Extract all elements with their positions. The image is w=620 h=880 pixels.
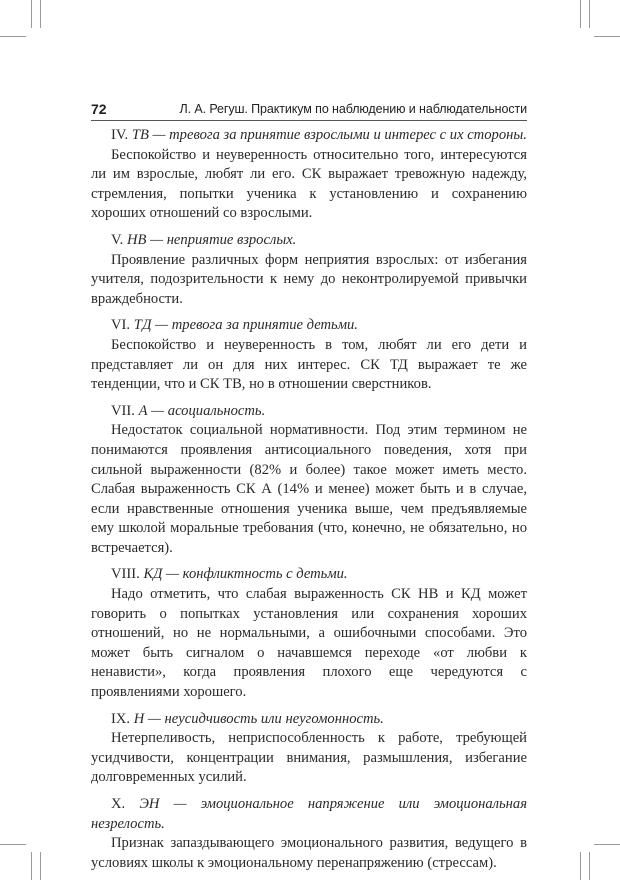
section-numeral: V. xyxy=(111,231,124,248)
section-heading xyxy=(91,565,527,585)
section-body: Надо отметить, что слабая выраженность СК НВ и КД может говорить о попытках установления или сохранения хороших отношений, но не нормальными, а ошибочными способами. Это может быть сигналом о начавшемся переходе «от любви к ненависти», когда проявления плохого еще чередуются с проявлениями хорошего. xyxy=(91,586,527,701)
crop-mark xyxy=(40,852,41,880)
section-numeral: IX. xyxy=(111,710,131,727)
crop-mark xyxy=(589,852,590,880)
section-numeral: IV. xyxy=(111,127,129,143)
crop-mark xyxy=(589,0,590,28)
crop-mark xyxy=(594,844,620,845)
section-nv xyxy=(91,231,527,309)
section-numeral: X. xyxy=(111,796,126,812)
section-title: ЭН — эмоциональное напряжение или эмоциональная незрелость. xyxy=(91,796,527,832)
crop-mark xyxy=(594,36,620,37)
crop-mark xyxy=(40,0,41,28)
crop-mark xyxy=(580,0,581,28)
section-title: Н — неусидчивость или неугомонность. xyxy=(133,710,384,727)
section-numeral: VIII. xyxy=(111,566,140,583)
section-tv xyxy=(91,126,527,224)
crop-mark xyxy=(0,844,26,845)
section-heading xyxy=(91,316,527,336)
section-body: Недостаток социальной нормативности. Под этим термином не понимаются проявления антисоциального поведения, хотя при сильной выраженности (82% и более) такое может иметь место. Слабая выраженность СК А (14% и менее) может быть и в случае, если нравственные отношения ученика выше, чем предъявляемые ему школой моральные требования (что, конечно, не обязательно, но встречается). xyxy=(91,422,527,556)
section-heading xyxy=(91,126,527,146)
section-title: КД — конфликтность с детьми. xyxy=(143,566,348,583)
section-numeral: VII. xyxy=(111,402,135,419)
crop-mark xyxy=(31,852,32,880)
running-header xyxy=(91,100,527,121)
section-body: Нетерпеливость, неприспособленность к работе, требующей усидчивости, концентрации внимания, размышления, избегание долговременных усилий. xyxy=(91,730,527,786)
section-td xyxy=(91,316,527,394)
section-title: ТД — тревога за принятие детьми. xyxy=(133,317,358,334)
section-en xyxy=(91,795,527,873)
section-title: ТВ — тревога за принятие взрослыми и интерес с их стороны. xyxy=(131,127,527,143)
section-title: НВ — неприятие взрослых. xyxy=(126,231,297,248)
section-n xyxy=(91,710,527,788)
section-body: Проявление различных форм неприятия взрослых: от избегания учителя, подозрительности к нему до неконтролируемой привычки враждебности. xyxy=(91,251,527,307)
page-number: 72 xyxy=(91,101,107,117)
section-heading xyxy=(91,231,527,251)
section-numeral: VI. xyxy=(111,317,131,334)
page-content xyxy=(91,126,527,880)
crop-mark xyxy=(0,36,26,37)
section-body: Беспокойство и неуверенность в том, любят ли его дети и представляет ли он для них интерес. СК ТД выражает те же тенденции, что и СК ТВ, но в отношении сверстников. xyxy=(91,336,527,393)
section-kd xyxy=(91,565,527,702)
section-heading xyxy=(91,795,527,834)
section-heading xyxy=(91,710,527,730)
section-title: А — асоциальность. xyxy=(138,402,266,419)
section-heading xyxy=(91,402,527,422)
running-title: Л. А. Регуш. Практикум по наблюдению и наблюдательности xyxy=(179,102,527,116)
section-body: Признак запаздывающего эмоционального развития, ведущего в условиях школы к эмоциональному перенапряжению (стрессам). xyxy=(91,835,527,871)
section-body: Беспокойство и неуверенность относительно того, интересуются ли им взрослые, любят ли его. СК выражает тревожную надежду, стремления, попытки ученика к установлению и сохранению хороших отношений со взрослыми. xyxy=(91,146,527,222)
crop-mark xyxy=(31,0,32,28)
section-a xyxy=(91,402,527,559)
crop-mark xyxy=(580,852,581,880)
